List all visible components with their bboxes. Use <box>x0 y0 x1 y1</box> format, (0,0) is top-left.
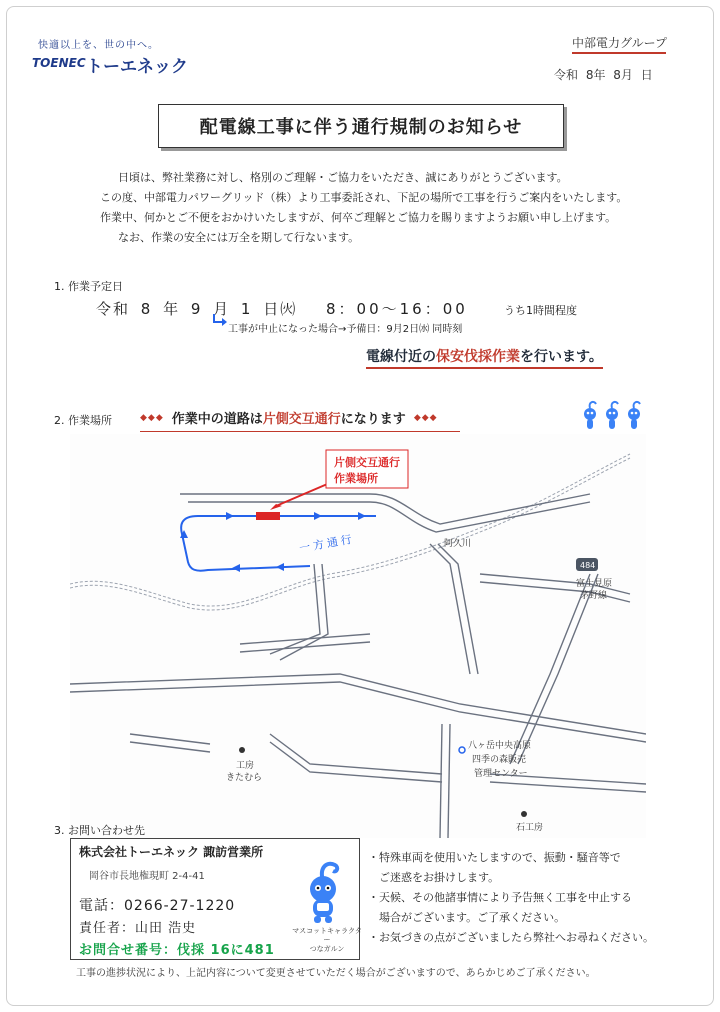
contact-box <box>70 838 360 960</box>
traffic-banner <box>140 408 460 432</box>
cutting-highlight: 保安伐採作業 <box>436 349 520 365</box>
tree-cutting-notice <box>366 346 603 369</box>
schedule-heading: 1. 作業予定日 <box>54 280 123 293</box>
intro-line: 日頃は、弊社業務に対し、格別のご理解・ご協力をいただき、誠にありがとうございます。 <box>118 171 568 184</box>
place3-label: 石工房 <box>516 823 544 833</box>
note-line: ご迷惑をお掛けします。 <box>368 871 500 884</box>
location-heading: 2. 作業場所 <box>54 414 112 427</box>
place-pin-icon <box>521 811 527 817</box>
intro-line: この度、中部電力パワーグリッド（株）より工事委託され、下記の場所で工事を行うご案内をいたします。 <box>100 191 628 204</box>
place2-line2: 四季の森販売 <box>472 755 527 765</box>
company-logo-name: トーエネック <box>86 57 188 77</box>
banner-text <box>172 408 406 427</box>
schedule-time: 8：00～16：00 <box>326 300 468 318</box>
mascot-icon <box>293 859 353 925</box>
intro-text <box>100 168 660 248</box>
reserve-day-note: 工事が中止になった場合→予備日：9月2日㈬ 同時刻 <box>228 324 463 335</box>
route-name-line1: 富士見原 <box>576 579 613 589</box>
contact-heading: 3. お問い合わせ先 <box>54 824 145 837</box>
inquiry-number: お問合せ番号：伐採 16に481 <box>79 943 275 958</box>
contact-company: 株式会社トーエネック 諏訪営業所 <box>79 845 264 859</box>
note-line: 場合がございます。ご了承ください。 <box>368 911 566 924</box>
callout-line1: 片側交互通行 <box>334 456 400 469</box>
mascot-label <box>291 927 363 954</box>
company-slogan: 快適以上を、世の中へ。 <box>38 40 159 51</box>
callout-line2: 作業場所 <box>334 472 378 485</box>
page-title: 配電線工事に伴う通行規制のお知らせ <box>158 104 564 148</box>
contact-address: 岡谷市長地権現町 2-4-41 <box>89 871 205 882</box>
banner-suffix: になります <box>340 412 406 427</box>
intro-line: なお、作業の安全には万全を期して行ないます。 <box>118 231 360 244</box>
river-label: 阿久川 <box>444 539 472 549</box>
group-name: 中部電力グループ <box>572 36 668 50</box>
mascot-label-line1: マスコットキャラクター <box>292 927 362 944</box>
place2-line3: 管理センター <box>474 769 528 779</box>
schedule-date: 令和 8 年 9 月 1 日㈫ <box>96 300 298 318</box>
work-site-marker <box>256 512 280 520</box>
place1-line1: 工房 <box>236 761 255 771</box>
mascot-trio-icon <box>578 400 648 434</box>
reserve-arrow-icon <box>212 314 228 328</box>
notes-list <box>368 848 688 948</box>
schedule-duration-note: うち1時間程度 <box>504 304 577 317</box>
intro-line: 作業中、何かとご不便をおかけいたしますが、何卒ご理解とご協力を賜りますようお願い申し上げます。 <box>100 211 617 224</box>
work-site-map <box>70 434 646 838</box>
banner-prefix: 作業中の道路は <box>171 412 263 427</box>
contact-phone: 電話：0266-27-1220 <box>79 898 236 914</box>
group-underline <box>572 52 666 54</box>
place2-line1: 八ヶ岳中央高原 <box>468 741 532 751</box>
banner-highlight: 片側交互通行 <box>262 412 341 427</box>
one-way-label: 一方通行 <box>298 532 356 555</box>
place1-line2: きたむら <box>226 773 263 783</box>
note-line: ・お気づきの点がございましたら弊社へお尋ねください。 <box>368 931 654 944</box>
toenec-logo-mark: TOENEC <box>32 56 86 70</box>
place-pin-icon <box>239 747 245 753</box>
cutting-prefix: 電線付近の <box>366 349 436 365</box>
contact-manager: 責任者：山田 浩史 <box>79 921 197 936</box>
cutting-suffix: を行います。 <box>520 349 603 365</box>
notice-date: 令和 8年 8月 日 <box>554 68 653 82</box>
route-name-line2: 茅野線 <box>580 591 608 601</box>
banner-dots-right: ◆◆◆ <box>413 412 438 423</box>
footer-disclaimer: 工事の進捗状況により、上記内容について変更させていただく場合がございますので、あらかじめご了承ください。 <box>76 968 596 979</box>
note-line: ・特殊車両を使用いたしますので、振動・騒音等で <box>368 851 621 864</box>
banner-dots-left: ◆◆◆ <box>140 412 164 423</box>
route-number: 484 <box>580 561 596 570</box>
mascot-label-line2: つなガルン <box>309 945 345 953</box>
note-line: ・天候、その他諸事情により予告無く工事を中止する <box>368 891 632 904</box>
